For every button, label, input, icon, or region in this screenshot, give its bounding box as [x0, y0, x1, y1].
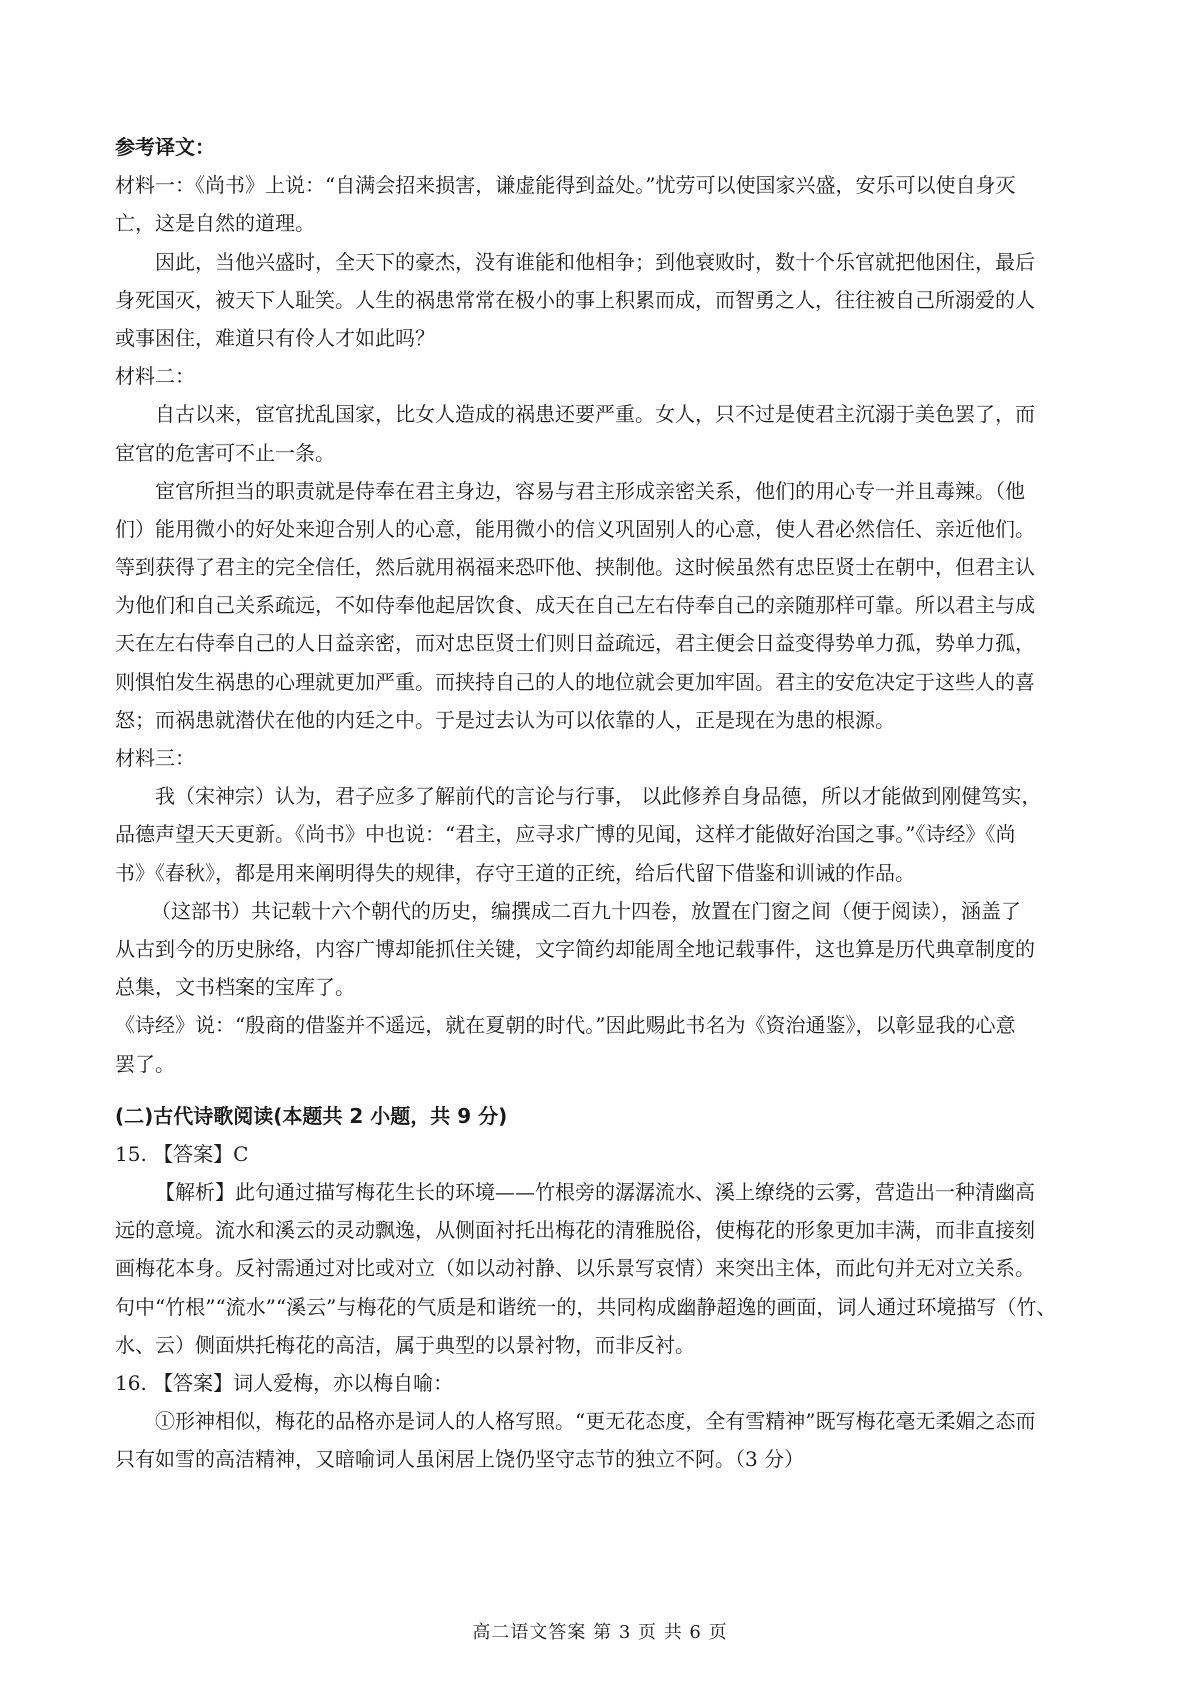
paragraph-line: 怒；而祸患就潜伏在他的内廷之中。于是过去认为可以依靠的人，正是现在为患的根源。: [115, 707, 895, 732]
paragraph-line: 则惧怕发生祸患的心理就更加严重。而挟持自己的人的地位就会更加牢固。君主的安危决定于这些人的喜: [115, 669, 1035, 694]
paragraph-line: 宦官的危害可不止一条。: [115, 440, 335, 465]
paragraph-line: 材料一：《尚书》上说：“自满会招来损害，谦虚能得到益处。”忧劳可以使国家兴盛，安乐可以使自身灭: [115, 173, 1016, 198]
paragraph-line: 《诗经》说：“殷商的借鉴并不遥远，就在夏朝的时代。”因此赐此书名为《资治通鉴》，以彰显我的心意: [115, 1013, 1016, 1038]
paragraph-line: 书》《春秋》，都是用来阐明得失的规律，存守王道的正统，给后代留下借鉴和训诫的作品。: [115, 860, 915, 885]
paragraph-line: 句中“竹根”“流水”“溪云”与梅花的气质是和谐统一的，共同构成幽静超逸的画面，词人通过环境描写（竹、: [115, 1294, 1057, 1319]
paragraph-line: （这部书）共记载十六个朝代的历史，编撰成二百九十四卷，放置在门窗之间（便于阅读），涵盖了: [151, 898, 1021, 923]
paragraph-line: ①形神相似，梅花的品格亦是词人的人格写照。“更无花态度，全有雪精神”既写梅花毫无柔媚之态而: [155, 1409, 1036, 1434]
paragraph-line: 为他们和自己关系疏远，不如侍奉他起居饮食、成天在自己左右侍奉自己的亲随那样可靠。所以君主与成: [115, 593, 1035, 618]
paragraph-line: 们）能用微小的好处来迎合别人的心意，能用微小的信义巩固别人的心意，使人君必然信任、亲近他们。: [115, 516, 1035, 541]
page-footer: 高二语文答案 第 3 页 共 6 页: [472, 1622, 728, 1643]
paragraph-line: 身死国灭，被天下人耻笑。人生的祸患常常在极小的事上积累而成，而智勇之人，往往被自己所溺爱的人: [115, 287, 1035, 312]
paragraph-line: 只有如雪的高洁精神，又暗喻词人虽闲居上饶仍坚守志节的独立不阿。（3 分）: [115, 1447, 805, 1472]
reference-translation-heading: 参考译文：: [115, 135, 215, 159]
paragraph-line: 总集，文书档案的宝库了。: [115, 975, 355, 1000]
paragraph-line: 罢了。: [115, 1051, 175, 1076]
paragraph-line: 等到获得了君主的完全信任，然后就用祸福来恐吓他、挟制他。这时候虽然有忠臣贤士在朝中，但君主认: [115, 555, 1035, 580]
paragraph-line: 亡，这是自然的道理。: [115, 211, 315, 236]
paragraph-line: 【解析】此句通过描写梅花生长的环境——竹根旁的潺潺流水、溪上缭绕的云雾，营造出一种清幽高: [155, 1180, 1035, 1205]
answer-15: 15. 【答案】C: [115, 1141, 249, 1166]
paragraph-line: 从古到今的历史脉络，内容广博却能抓住关键，文字简约却能周全地记载事件，这也算是历代典章制度的: [115, 936, 1035, 961]
document-body: [115, 128, 1090, 1479]
paragraph-line: 我（宋神宗）认为，君子应多了解前代的言论与行事， 以此修养自身品德，所以才能做到刚健笃实，: [155, 784, 1042, 809]
paragraph-line: 品德声望天天更新。《尚书》中也说：“君主，应寻求广博的见闻，这样才能做好治国之事。”《诗经》《尚: [115, 822, 1016, 847]
paragraph-line: 因此，当他兴盛时，全天下的豪杰，没有谁能和他相争；到他衰败时，数十个乐官就把他困住，最后: [155, 249, 1035, 274]
paragraph-line: 天在左右侍奉自己的人日益亲密，而对忠臣贤士们则日益疏远，君主便会日益变得势单力孤，势单力孤，: [115, 631, 1035, 656]
paragraph-line: 宦官所担当的职责就是侍奉在君主身边，容易与君主形成亲密关系，他们的用心专一并且毒辣。（他: [155, 478, 1025, 503]
answer-16: 16. 【答案】词人爱梅，亦以梅自喻：: [115, 1371, 454, 1395]
paragraph-line: 自古以来，宦官扰乱国家，比女人造成的祸患还要严重。女人，只不过是使君主沉溺于美色罢了，而: [155, 402, 1035, 427]
material-label: 材料二：: [115, 364, 195, 389]
material-label: 材料三：: [115, 746, 195, 770]
paragraph-line: 画梅花本身。反衬需通过对比或对立（如以动衬静、以乐景写哀情）来突出主体，而此句并无对立关系。: [115, 1256, 1035, 1281]
paragraph-line: 水、云）侧面烘托梅花的高洁，属于典型的以景衬物，而非反衬。: [115, 1332, 695, 1357]
section-heading: (二)古代诗歌阅读(本题共 2 小题，共 9 分): [115, 1103, 508, 1128]
paragraph-line: 或事困住，难道只有伶人才如此吗？: [115, 325, 435, 350]
paragraph-line: 远的意境。流水和溪云的灵动飘逸，从侧面衬托出梅花的清雅脱俗，使梅花的形象更加丰满，而非直接刻: [115, 1218, 1035, 1243]
